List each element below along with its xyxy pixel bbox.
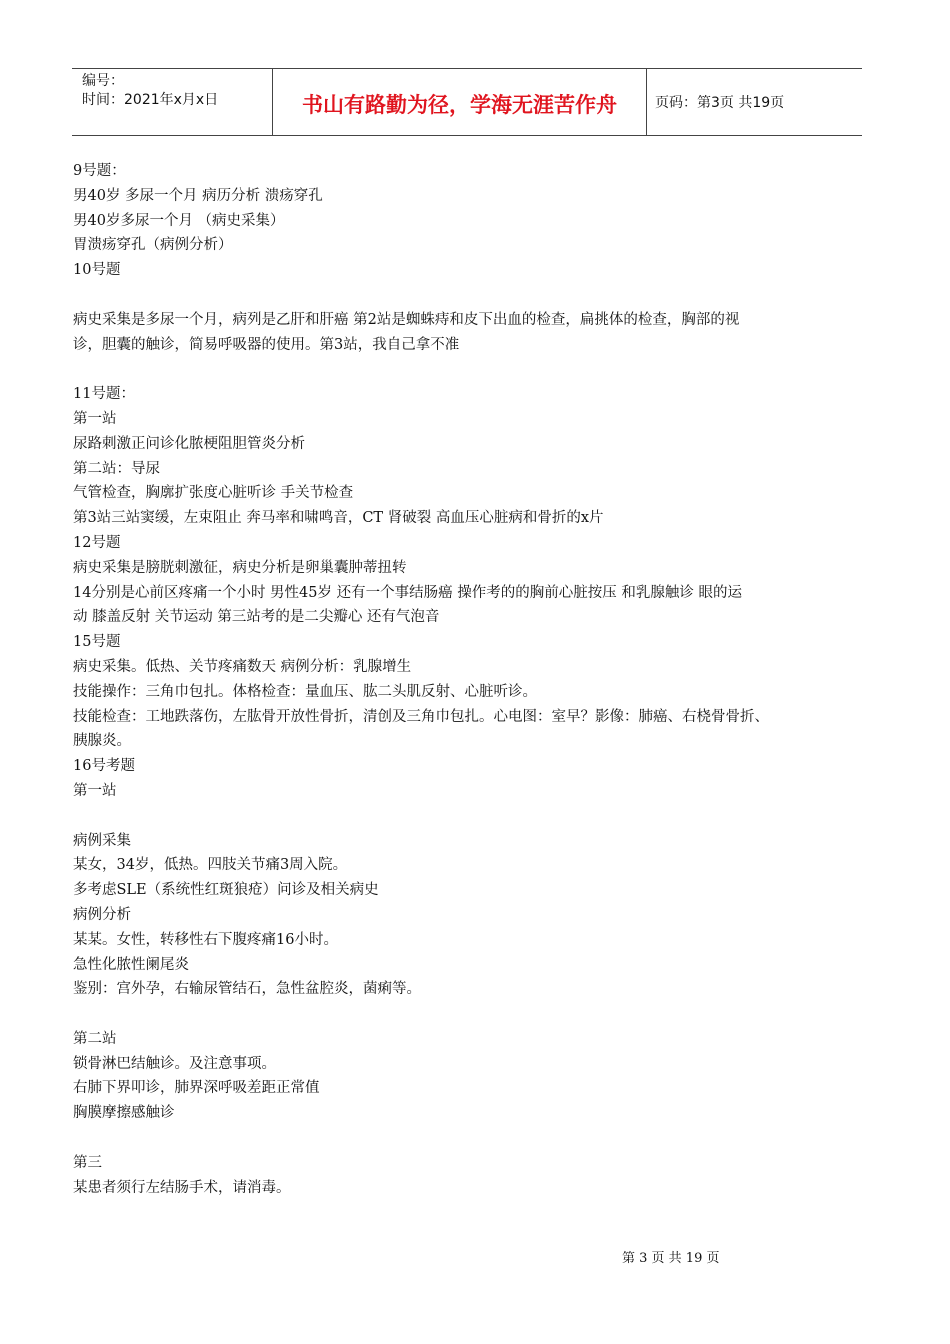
text-line: 第一站 — [73, 410, 117, 427]
blank-line — [73, 283, 873, 308]
text-line: 第二站：导尿 — [73, 460, 160, 477]
text-line: 技能检查：工地跌落伤，左肱骨开放性骨折，清创及三角巾包扎。心电图：室早？影像：肺癌、右桡骨骨折、 — [73, 708, 769, 725]
page-footer: 第 3 页 共 19 页 — [622, 1251, 720, 1266]
text-line: 尿路刺激正问诊化脓梗阻胆管炎分析 — [73, 435, 305, 452]
text-line: 某患者须行左结肠手术，请消毒。 — [73, 1179, 291, 1196]
text-line: 右肺下界叩诊，肺界深呼吸差距正常值 — [73, 1080, 320, 1097]
text-line: 第二站 — [73, 1030, 117, 1047]
document-body — [73, 159, 873, 1200]
text-line: 12号题 — [73, 534, 121, 551]
text-line: 某女，34岁，低热。四肢关节痛3周入院。 — [73, 857, 348, 874]
text-line: 11号题： — [73, 386, 135, 403]
page-header — [72, 68, 862, 136]
document-time: 时间：2021年x月x日 — [82, 92, 219, 108]
text-line: 某某。女性，转移性右下腹疼痛16小时。 — [73, 931, 338, 948]
text-line: 多考虑SLE（系统性红斑狼疮）问诊及相关病史 — [73, 882, 379, 899]
blank-line — [73, 804, 873, 829]
document-number-label: 编号： — [82, 73, 124, 89]
text-line: 动 膝盖反射 关节运动 第三站考的是二尖瓣心 还有气泡音 — [73, 609, 440, 626]
text-line: 病史采集是膀胱刺激征，病史分析是卵巢囊肿蒂扭转 — [73, 559, 407, 576]
text-line: 诊，胆囊的触诊，简易呼吸器的使用。第3站，我自己拿不准 — [73, 336, 460, 353]
text-line: 锁骨淋巴结触诊。及注意事项。 — [73, 1055, 276, 1072]
text-line: 胰腺炎。 — [73, 733, 131, 750]
text-line: 病例分析 — [73, 906, 131, 923]
text-line: 胸膜摩擦感触诊 — [73, 1105, 175, 1122]
blank-line — [73, 357, 873, 382]
text-line: 急性化脓性阑尾炎 — [73, 956, 189, 973]
text-line: 病史采集是多尿一个月，病列是乙肝和肝癌 第2站是蜘蛛痔和皮下出血的检查，扁挑体的检查，胸部的视 — [73, 311, 740, 328]
blank-line — [73, 1002, 873, 1027]
text-line: 10号题 — [73, 262, 121, 279]
text-line: 第三 — [73, 1154, 102, 1171]
text-line: 技能操作：三角巾包扎。体格检查：量血压、肱二头肌反射、心脏听诊。 — [73, 683, 537, 700]
text-line: 男40岁多尿一个月 （病史采集） — [73, 212, 285, 229]
text-line: 胃溃疡穿孔（病例分析） — [73, 237, 233, 254]
text-line: 病史采集。低热、关节疼痛数天 病例分析：乳腺增生 — [73, 658, 412, 675]
text-line: 9号题： — [73, 163, 126, 179]
blank-line — [73, 1126, 873, 1151]
text-line: 第3站三站窦缓，左束阻止 奔马率和啸鸣音，CT 肾破裂 高血压心脏病和骨折的x片 — [73, 510, 604, 527]
text-line: 气管检查，胸廓扩张度心脏听诊 手关节检查 — [73, 485, 354, 502]
header-meta — [72, 69, 273, 135]
header-motto: 书山有路勤为径，学海无涯苦作舟 — [273, 69, 647, 135]
text-line: 第一站 — [73, 782, 117, 799]
text-line: 男40岁 多尿一个月 病历分析 溃疡穿孔 — [73, 187, 323, 204]
text-line: 病例采集 — [73, 832, 131, 849]
text-line: 14分别是心前区疼痛一个小时 男性45岁 还有一个事结肠癌 操作考的的胸前心脏按压 和乳腺触诊 眼的运 — [73, 584, 742, 601]
header-page-info: 页码：第3页 共19页 — [655, 95, 785, 111]
text-line: 16号考题 — [73, 758, 135, 775]
text-line: 鉴别：宫外孕，右输尿管结石，急性盆腔炎，菌痢等。 — [73, 981, 421, 998]
text-line: 15号题 — [73, 634, 121, 651]
